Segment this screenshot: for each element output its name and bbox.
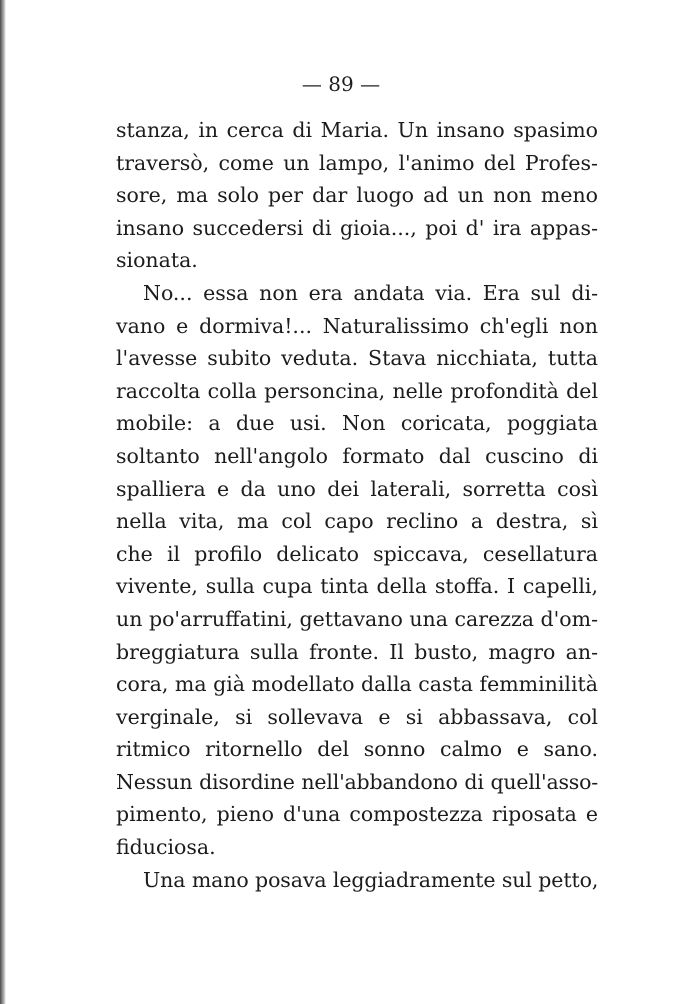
page-edge-shadow	[0, 0, 6, 1004]
text-line: sore, ma solo per dar luogo ad un non meno	[116, 183, 598, 208]
text-line: mobile: a due usi. Non coricata, poggiata	[116, 411, 598, 436]
text-line: Nessun disordine nell'abbandono di quell'asso-	[116, 769, 598, 794]
text-line: l'avesse subito veduta. Stava nicchiata, tutta	[116, 346, 598, 371]
text-line: soltanto nell'angolo formato dal cuscino di	[116, 443, 598, 468]
text-line: verginale, si sollevava e si abbassava, col	[116, 704, 598, 729]
text-line: Una mano posava leggiadramente sul petto,	[143, 867, 599, 892]
body-text	[116, 114, 598, 896]
text-line: vano e dormiva!... Naturalissimo ch'egli non	[116, 313, 598, 338]
text-line: cora, ma già modellato dalla casta femminilità	[116, 672, 598, 697]
text-line: raccolta colla personcina, nelle profondità del	[116, 378, 598, 403]
text-line: No... essa non era andata via. Era sul di-	[143, 280, 598, 305]
text-line: insano succedersi di gioia..., poi d' ira appas-	[116, 215, 598, 240]
text-line: vivente, sulla cupa tinta della stoffa. I capelli,	[116, 574, 598, 599]
text-line: nella vita, ma col capo reclino a destra, sì	[116, 509, 598, 534]
text-line: traversò, come un lampo, l'animo del Profes-	[116, 150, 598, 175]
text-line: sionata.	[116, 248, 198, 273]
text-line: ritmico ritornello del sonno calmo e sano.	[116, 737, 598, 762]
text-line: che il profilo delicato spiccava, cesellatura	[116, 541, 598, 566]
text-line: stanza, in cerca di Maria. Un insano spasimo	[116, 118, 598, 142]
text-line: pimento, pieno d'una compostezza riposata e	[116, 802, 598, 827]
page-number: — 89 —	[301, 72, 381, 96]
text-line: un po'arruffatini, gettavano una carezza d'om-	[116, 606, 598, 631]
text-line: breggiatura sulla fronte. Il busto, magro an-	[116, 639, 598, 664]
text-line: spalliera e da uno dei laterali, sorretta così	[116, 476, 598, 501]
text-line: fiduciosa.	[116, 835, 216, 860]
